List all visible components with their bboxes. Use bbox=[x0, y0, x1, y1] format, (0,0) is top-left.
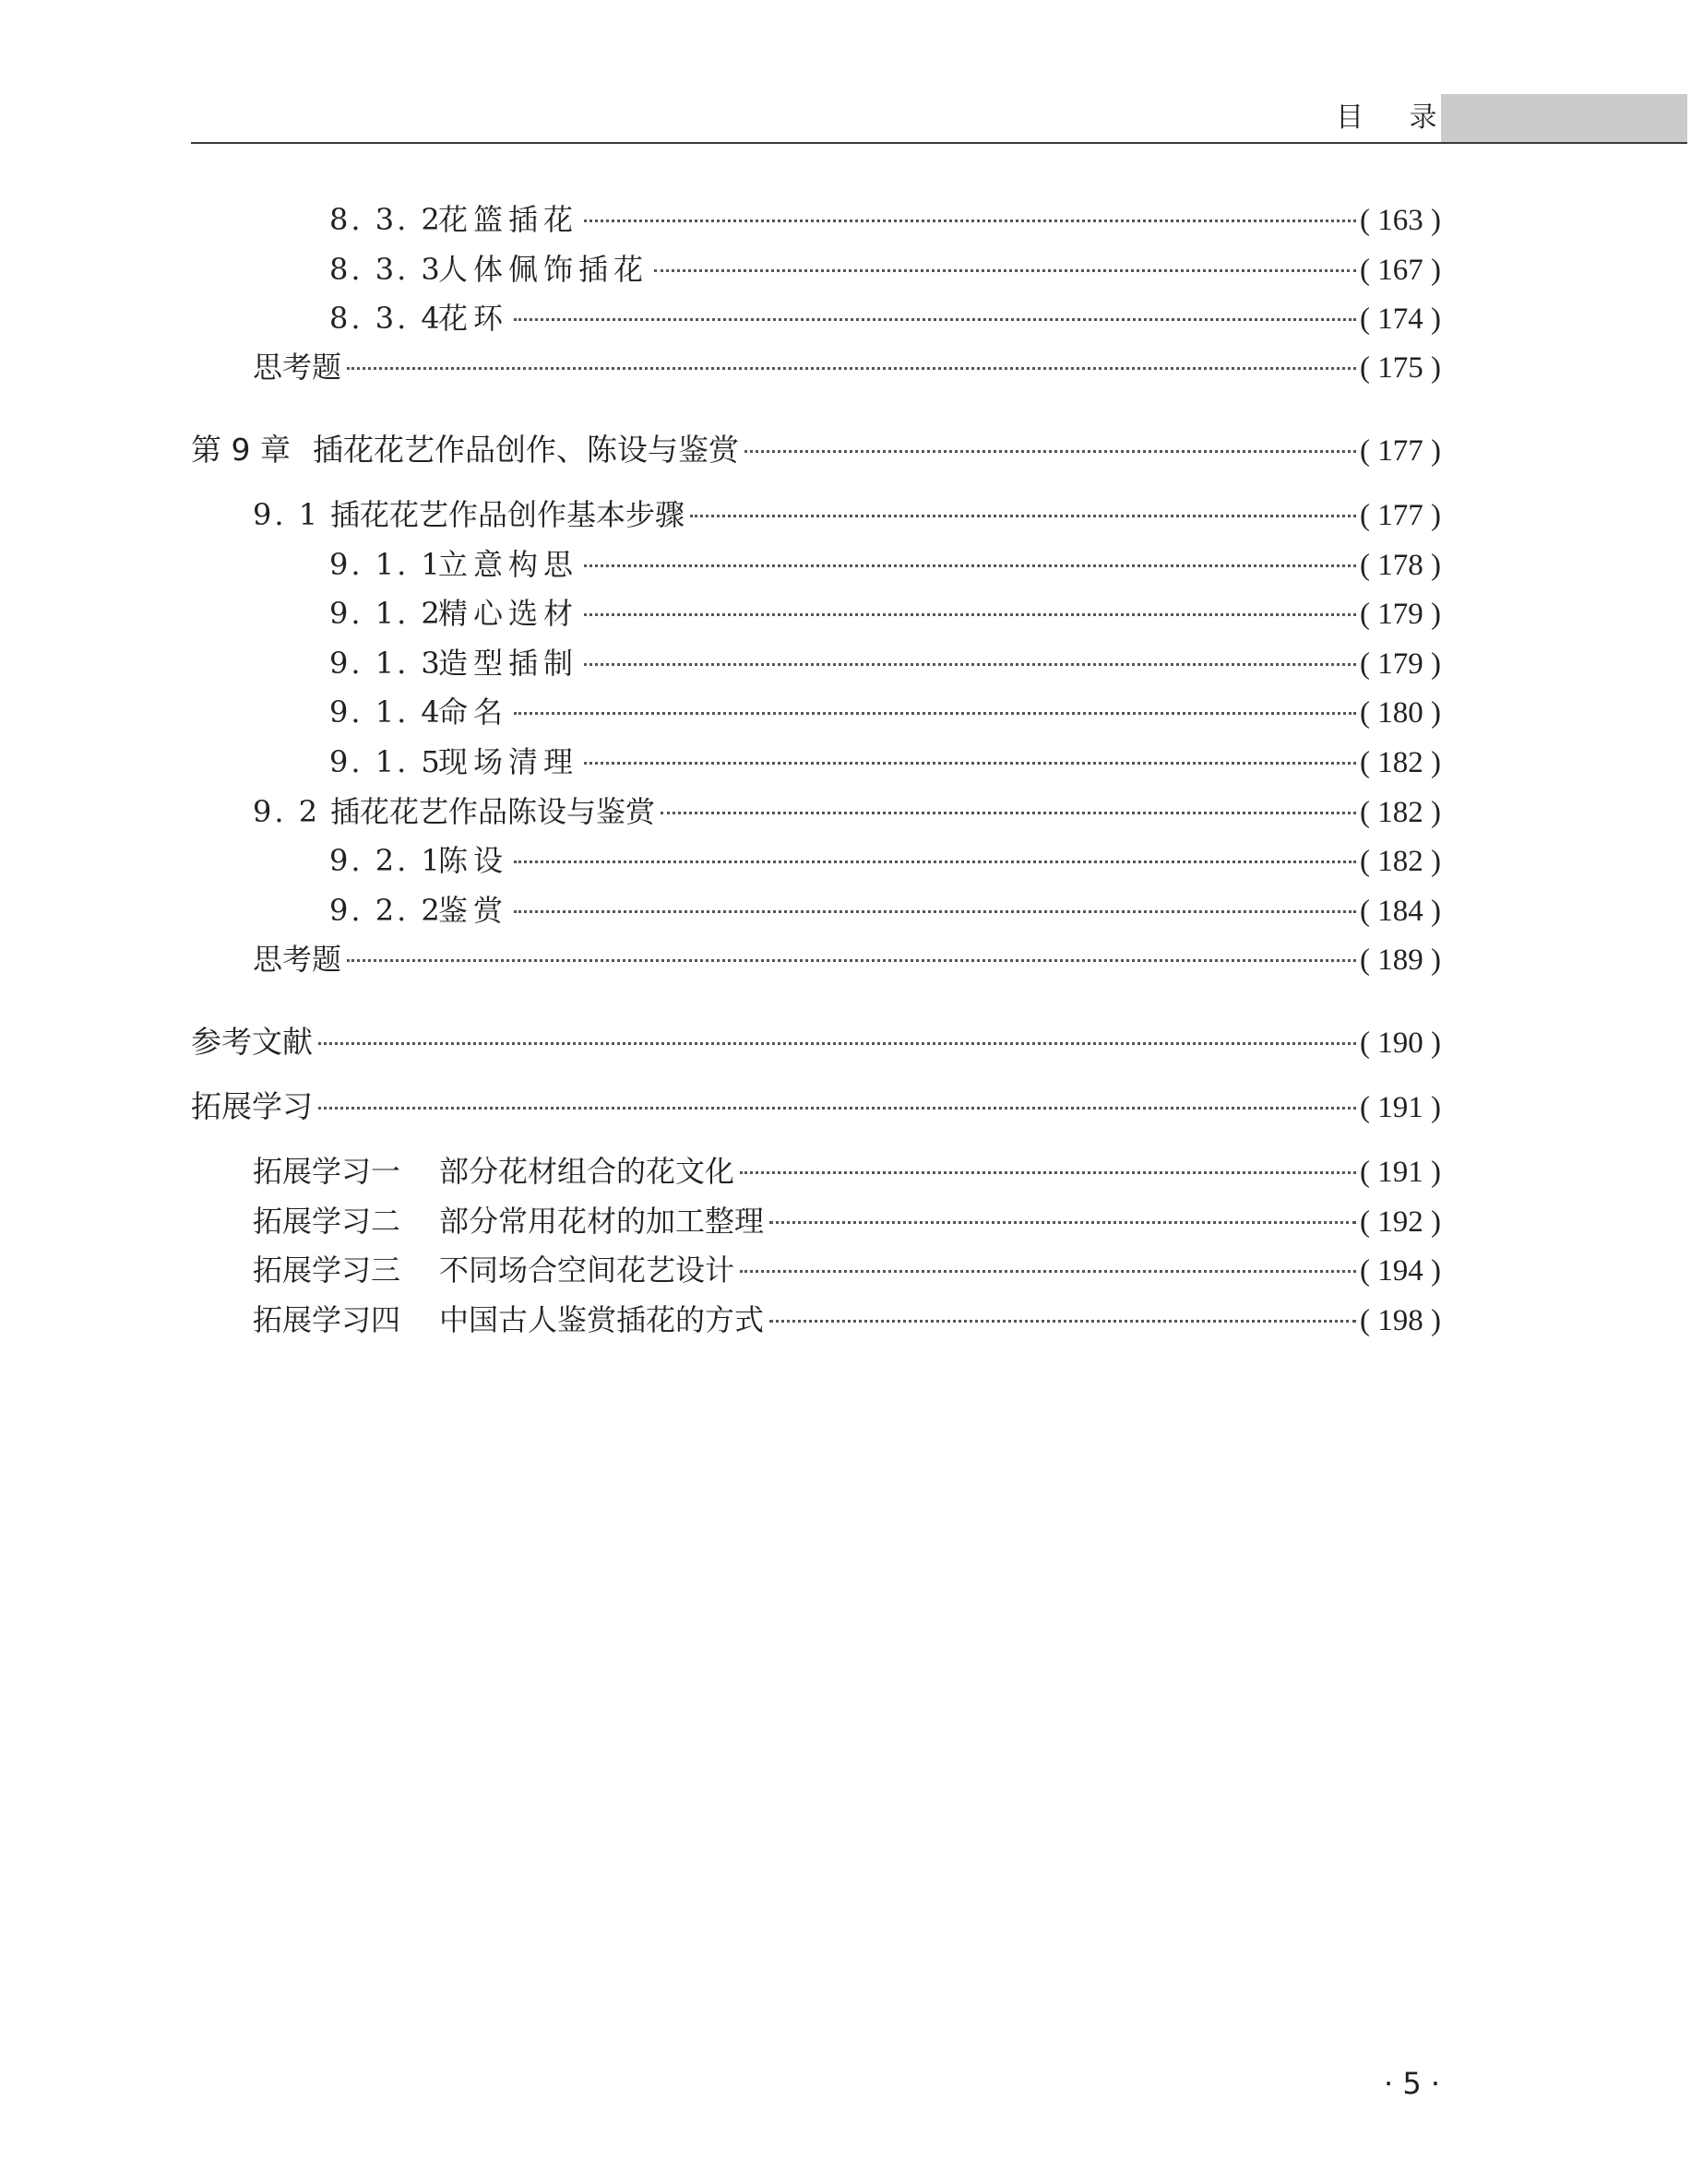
toc-entry[interactable] bbox=[191, 1022, 1441, 1062]
toc-entry-number: 9. 2. 1 bbox=[329, 843, 443, 878]
toc-entry-page: ( 189 ) bbox=[1360, 944, 1441, 977]
toc-entry-page: ( 163 ) bbox=[1360, 204, 1441, 237]
toc-entry-page: ( 182 ) bbox=[1360, 845, 1441, 878]
toc-entry-page: ( 177 ) bbox=[1360, 499, 1441, 532]
toc-entry-title: 现场清理 bbox=[438, 744, 579, 779]
toc-entry[interactable] bbox=[329, 199, 1441, 240]
toc-entry[interactable] bbox=[253, 347, 1441, 387]
dot-leader bbox=[347, 959, 1356, 962]
toc-entry-page: ( 184 ) bbox=[1360, 895, 1441, 928]
toc-entry[interactable] bbox=[253, 1151, 1441, 1192]
toc-entry-title: 插花花艺作品陈设与鉴赏 bbox=[330, 794, 656, 829]
toc-entry[interactable] bbox=[191, 1086, 1441, 1127]
dot-leader bbox=[514, 318, 1356, 321]
toc-entry-title: 陈设 bbox=[438, 843, 509, 878]
toc-entry[interactable] bbox=[253, 791, 1441, 832]
toc-entry-page: ( 180 ) bbox=[1360, 696, 1441, 730]
toc-entry-page: ( 192 ) bbox=[1360, 1205, 1441, 1239]
toc-entry-page: ( 175 ) bbox=[1360, 351, 1441, 385]
toc-entry-title: 命名 bbox=[438, 694, 509, 730]
toc-entry[interactable] bbox=[329, 643, 1441, 683]
toc-entry-number: 9. 1. 5 bbox=[329, 744, 443, 779]
toc-entry-number: 拓展学习一 bbox=[253, 1154, 401, 1189]
toc-entry-number: 9. 2 bbox=[253, 794, 321, 829]
toc-entry-number: 第 9 章 bbox=[191, 432, 291, 468]
toc-entry[interactable] bbox=[253, 939, 1441, 979]
dot-leader bbox=[654, 269, 1356, 272]
toc-entry-number: 9. 1. 3 bbox=[329, 646, 443, 681]
dot-leader bbox=[584, 220, 1356, 222]
dot-leader bbox=[584, 613, 1356, 616]
dot-leader bbox=[318, 1042, 1356, 1045]
dot-leader bbox=[769, 1221, 1356, 1224]
dot-leader bbox=[514, 861, 1356, 863]
dot-leader bbox=[740, 1270, 1356, 1273]
toc-entry-page: ( 182 ) bbox=[1360, 796, 1441, 829]
toc-entry-title: 思考题 bbox=[253, 350, 342, 385]
header-gray-band bbox=[1441, 94, 1687, 142]
dot-leader bbox=[661, 812, 1356, 814]
dot-leader bbox=[584, 564, 1356, 567]
dot-leader bbox=[769, 1320, 1356, 1323]
dot-leader bbox=[740, 1171, 1356, 1174]
toc-entry-number: 9. 1. 2 bbox=[329, 596, 443, 631]
toc-entry-title: 思考题 bbox=[253, 942, 342, 977]
toc-entry-page: ( 182 ) bbox=[1360, 746, 1441, 779]
toc-entry-title: 拓展学习 bbox=[191, 1088, 313, 1124]
toc-entry-number: 拓展学习三 bbox=[253, 1252, 401, 1288]
toc-entry-title: 精心选材 bbox=[438, 596, 579, 631]
dot-leader bbox=[584, 663, 1356, 666]
toc-entry-number: 8. 3. 2 bbox=[329, 202, 443, 237]
toc-entry[interactable] bbox=[329, 742, 1441, 782]
toc-entry-page: ( 174 ) bbox=[1360, 303, 1441, 336]
toc-entry-title: 人体佩饰插花 bbox=[438, 252, 649, 287]
page-number: · 5 · bbox=[1384, 2066, 1441, 2101]
toc-entry-title: 造型插制 bbox=[438, 646, 579, 681]
toc-entry-page: ( 190 ) bbox=[1360, 1027, 1441, 1060]
toc-entry-title: 花篮插花 bbox=[438, 202, 579, 237]
toc-entry-title: 鉴赏 bbox=[438, 893, 509, 928]
toc-entry-number: 9. 1 bbox=[253, 497, 321, 532]
page-header bbox=[0, 0, 1691, 148]
toc-entry-page: ( 198 ) bbox=[1360, 1304, 1441, 1337]
toc-entry-number: 9. 1. 4 bbox=[329, 694, 443, 730]
toc-entry-title: 插花花艺作品创作、陈设与鉴赏 bbox=[313, 432, 739, 468]
running-head-title: 目 录 bbox=[1336, 101, 1456, 134]
toc-entry-page: ( 167 ) bbox=[1360, 254, 1441, 287]
toc-entry-title: 花环 bbox=[438, 301, 509, 336]
toc-entry[interactable] bbox=[329, 249, 1441, 290]
toc-entry[interactable] bbox=[253, 1300, 1441, 1340]
toc-entry-page: ( 179 ) bbox=[1360, 647, 1441, 681]
toc-entry-title: 不同场合空间花艺设计 bbox=[439, 1252, 735, 1288]
toc-entry-number: 9. 2. 2 bbox=[329, 893, 443, 928]
toc-entry-page: ( 179 ) bbox=[1360, 598, 1441, 631]
toc-entry-title: 中国古人鉴赏插花的方式 bbox=[439, 1302, 765, 1337]
toc-entry[interactable] bbox=[253, 1201, 1441, 1241]
toc-entry-title: 插花花艺作品创作基本步骤 bbox=[330, 497, 685, 532]
toc-entry-number: 9. 1. 1 bbox=[329, 547, 443, 582]
toc-entry[interactable] bbox=[329, 298, 1441, 338]
toc-entry-title: 部分花材组合的花文化 bbox=[439, 1154, 735, 1189]
toc-entry[interactable] bbox=[329, 890, 1441, 931]
toc-entry-page: ( 191 ) bbox=[1360, 1156, 1441, 1189]
toc-entry[interactable] bbox=[329, 544, 1441, 585]
dot-leader bbox=[318, 1107, 1356, 1110]
header-rule bbox=[191, 142, 1687, 144]
toc-entry-number: 8. 3. 3 bbox=[329, 252, 443, 287]
toc-entry[interactable] bbox=[329, 692, 1441, 732]
toc-entry[interactable] bbox=[253, 1250, 1441, 1290]
toc-entry-page: ( 191 ) bbox=[1360, 1091, 1441, 1124]
dot-leader bbox=[514, 712, 1356, 715]
dot-leader bbox=[514, 910, 1356, 913]
dot-leader bbox=[690, 515, 1356, 517]
toc-entry-number: 拓展学习二 bbox=[253, 1204, 401, 1239]
dot-leader bbox=[744, 450, 1356, 453]
toc-entry[interactable] bbox=[329, 593, 1441, 634]
toc-entry-page: ( 194 ) bbox=[1360, 1254, 1441, 1288]
toc-entry[interactable] bbox=[191, 430, 1441, 470]
toc-entry[interactable] bbox=[253, 494, 1441, 535]
dot-leader bbox=[347, 367, 1356, 370]
toc-entry-page: ( 177 ) bbox=[1360, 434, 1441, 468]
toc-entry-number: 8. 3. 4 bbox=[329, 301, 443, 336]
toc-entry-title: 参考文献 bbox=[191, 1024, 313, 1060]
toc-entry-number: 拓展学习四 bbox=[253, 1302, 401, 1337]
toc-entry-title: 部分常用花材的加工整理 bbox=[439, 1204, 765, 1239]
toc-entry[interactable] bbox=[329, 840, 1441, 881]
dot-leader bbox=[584, 762, 1356, 765]
toc-entry-title: 立意构思 bbox=[438, 547, 579, 582]
toc-entry-page: ( 178 ) bbox=[1360, 549, 1441, 582]
